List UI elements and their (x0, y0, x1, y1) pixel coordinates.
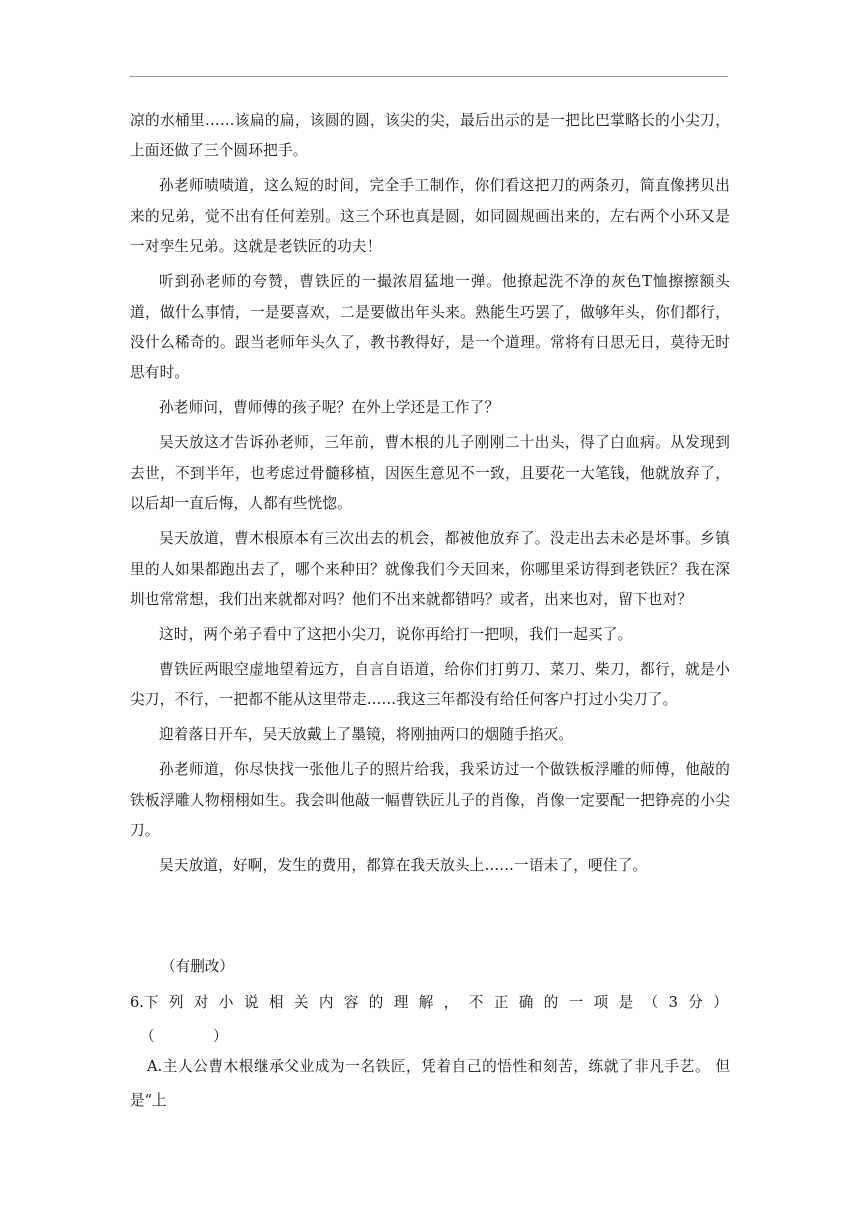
question-stem-char: 小 (218, 994, 234, 1011)
paragraph: 孙老师道，你尽快找一张他儿子的照片给我，我采访过一个做铁板浮雕的师傅，他敲的铁板浮雕人物栩栩如生。我会叫他敲一幅曹铁匠儿子的肖像，肖像一定要配一把铮亮的小尖刀。 (130, 761, 730, 840)
paragraph: 吴天放道，曹木根原本有三次出去的机会，都被他放弃了。没走出去未必是坏事。乡镇里的人如果都跑出去了，哪个来种田？就像我们今天回来，你哪里采访得到老铁匠？我在深圳也常常想，我们出来就都对吗？他们不出来就都错吗？或者，出来也对，留下也对？ (130, 530, 730, 609)
paragraph: 这时，两个弟子看中了这把小尖刀，说你再给打一把呗，我们一起买了。 (159, 626, 633, 644)
paragraph: 吴天放道，好啊，发生的费用，都算在我天放头上……一语未了，哽住了。 (159, 857, 648, 875)
paragraph: 凉的水桶里……该扁的扁，该圆的圆，该尖的尖，最后出示的是一把比巴掌略长的小尖刀，上面还做了三个圆环把手。 (130, 112, 730, 160)
question-stem-char: 不 (468, 994, 484, 1011)
header-rule (130, 76, 728, 77)
question-stem-char: 容 (343, 994, 359, 1011)
question-stem-char: 的 (368, 994, 384, 1011)
paragraph: 迎着落日开车，吴天放戴上了墨镜，将刚抽两口的烟随手掐灭。 (159, 726, 574, 744)
paragraph: 吴天放这才告诉孙老师，三年前，曹木根的儿子刚刚二十出头，得了白血病。从发现到去世，不到半年，也考虑过骨髓移植，因医生意见不一致，且要花一大笔钱，他就放弃了，以后却一直后悔，人都有些恍惚。 (130, 434, 730, 513)
question-stem-char: ， (443, 994, 459, 1011)
story-body (130, 106, 730, 886)
question-stem-char: 对 (193, 994, 209, 1011)
question-stem (130, 986, 728, 1054)
question-stem-char: 列 (168, 994, 184, 1011)
question-stem-line (130, 986, 728, 1020)
question-stem-char: 理 (393, 994, 409, 1011)
paragraph: 孙老师啧啧道，这么短的时间，完全手工制作，你们看这把刀的两条刃，简直像拷贝出来的兄弟，觉不出有任何差别。这三个环也真是圆，如同圆规画出来的，左右两个小环又是一对孪生兄弟。这就是老铁匠的功夫！ (130, 177, 730, 256)
question-stem-char: 说 (243, 994, 259, 1011)
source-note: （有删改） (161, 958, 234, 975)
answer-blank: （ ） (140, 1028, 228, 1045)
question-stem-char: 6.下 (130, 994, 159, 1011)
option-a: A.主人公曹木根继承父业成为一名铁匠，凭着自己的悟性和刻苦，练就了非凡手艺。 但是“上 (130, 1058, 730, 1109)
question-stem-char: 3 (668, 994, 678, 1011)
paragraph: 孙老师问，曹师傅的孩子呢？在外上学还是工作了？ (159, 399, 500, 417)
paragraph: 曹铁匠两眼空虚地望着远方，自言自语道，给你们打剪刀、菜刀、柴刀，都行，就是小尖刀，不行，一把都不能从这里带走……我这三年都没有给任何客户打过小尖刀了。 (130, 661, 730, 709)
question-stem-char: 正 (493, 994, 509, 1011)
paragraph: 听到孙老师的夸赞，曹铁匠的一撮浓眉猛地一弹。他撩起洗不净的灰色T恤擦擦额头道，做什么事情，一是要喜欢，二是要做出年头来。熟能生巧罢了，做够年头，你们都行，没什么稀奇的。跟当老师年头久了，教书教得好，是一个道理。常将有日思无日，莫待无时思有时。 (130, 273, 730, 382)
question-stem-char: （ (643, 994, 659, 1011)
question-stem-char: 关 (293, 994, 309, 1011)
question-stem-char: 内 (318, 994, 334, 1011)
question-stem-char: 项 (593, 994, 609, 1011)
question-stem-char: ） (713, 994, 728, 1011)
question-stem-char: 解 (418, 994, 434, 1011)
question-stem-char: 的 (543, 994, 559, 1011)
question-stem-char: 分 (688, 994, 703, 1011)
question-stem-char: 一 (568, 994, 584, 1011)
question-stem-char: 是 (618, 994, 634, 1011)
question-stem-char: 相 (268, 994, 284, 1011)
question-stem-char: 确 (518, 994, 534, 1011)
